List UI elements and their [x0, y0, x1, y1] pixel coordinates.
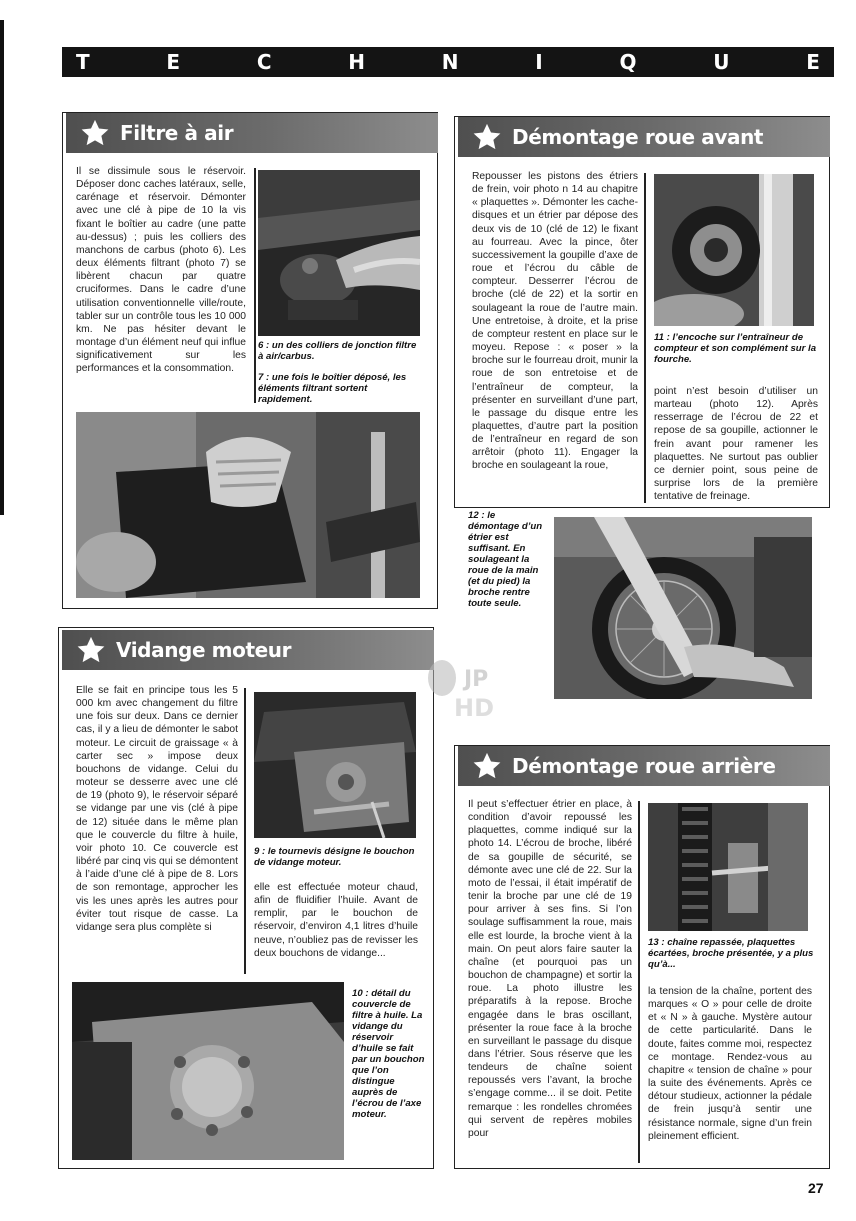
photo-13-rear-wheel [648, 803, 808, 931]
section-title: Filtre à air [120, 121, 234, 145]
star-icon [472, 122, 502, 152]
caption-11: 11 : l’encoche sur l’entraîneur de compteur et son complément sur la fourche. [654, 332, 817, 365]
avant-body-col1: Repousser les pistons des étriers de frein, voir photo n 14 au chapitre « plaquettes ». Démonter les cache-disques et un étrier par dépose des deux vis de 10 (clé de 12) le fixant au fourreau. Avec la pince, ôter successivement la goupille d’axe de roue et l’écrou du câble de compteur. Desserrer l’écrou de broche (clé de 22) et la sortir en soulageant la roue de l’autre main. Une entretoise, à droite, et la prise de compteur restent en place sur le moyeu. Repose : « poser » la broche sur le fourreau droit, munir la roue de son entretoise et de l’entraîneur de compteur, la présenter en surveillant d’une part, le passage du disque entre les plaquettes, d’autre part la position de l’entraîneur en regard de son arrêtoir (photo 11). Engager la broche en soulageant la roue, [472, 171, 638, 472]
avant-body-col2: point n’est besoin d’utiliser un marteau (photo 12). Après resserrage de l’écrou de 22 et repose de sa goupille, actionner le frein avant pour ramener les plaquettes. Ne surtout pas oublier ce dernier point, sous peine de surprise lors de la première tentative de freinage. [654, 386, 818, 503]
photo-9-drain-plug [254, 692, 416, 838]
watermark-logo-icon [418, 652, 508, 724]
caption-6: 6 : un des colliers de jonction filtre à air/carbus. [258, 340, 417, 362]
banner-letter: E [806, 50, 820, 74]
left-margin-bar [0, 20, 4, 515]
page-number: 27 [808, 1180, 824, 1196]
caption-9: 9 : le tournevis désigne le bouchon de vidange moteur. [254, 846, 415, 868]
filtre-header [66, 113, 438, 153]
banner-letter: U [713, 50, 730, 74]
column-rule [638, 801, 640, 1163]
star-icon [76, 635, 106, 665]
caption-7: 7 : une fois le boîtier déposé, les éléments filtrant sortent rapidement. [258, 372, 407, 405]
vidange-header [62, 630, 434, 670]
banner-letter: N [441, 50, 459, 74]
banner-letter: I [535, 50, 543, 74]
banner-letter: H [348, 50, 366, 74]
svg-text:HD: HD [454, 694, 495, 722]
banner-letter: Q [619, 50, 637, 74]
column-rule [644, 173, 646, 503]
photo-7-air-filter [76, 412, 420, 598]
column-rule [254, 168, 256, 403]
photo-6-airbox-collar [258, 170, 420, 336]
star-icon [472, 751, 502, 781]
column-rule [244, 688, 246, 974]
banner-letter: C [256, 50, 272, 74]
avant-header [458, 117, 830, 157]
vidange-body-col1: Elle se fait en principe tous les 5 000 km avec changement du filtre une fois sur deux. Dans ce dernier cas, il y a lieu de démonter le sabot moteur. Le circuit de graissage « à carter sec » impose deux bouchons de vidange. Celui du moteur se desserre avec une clé de 19 (photo 9), le réservoir séparé se vidange par une vis (clé à pipe de 12) située dans le même plan que le couvercle du filtre à huile, voir photo 10. Ce couvercle est libéré par cinq vis qui se démontent à l’aide d’une clé à pipe de 8. Lors de son remontage, approcher les vis les unes après les autres pour éviter tout risque de casse. La vidange sera plus complète si [76, 685, 238, 933]
vidange-body-col2: elle est effectuée moteur chaud, afin de fluidifier l’huile. Avant de remplir, par le bouchon de réservoir, d’environ 4,1 litres d’huile neuve, n’oubliez pas de revisser les deux bouchons de vidange... [254, 882, 418, 959]
arriere-body-col2: la tension de la chaîne, portent des marques « O » pour celle de droite et « N » à gauche. Mystère autour de cette particularité. Dans le doute, faites comme moi, respectez ce montage. Rendez-vous au chapitre « tension de chaîne » pour la suite des événements. Après ce détour studieux, actionner la pédale de frein jusqu’à sentir une résistance normale, signe d’un frein pleinement efficient. [648, 986, 812, 1142]
section-title: Vidange moteur [116, 638, 292, 662]
technique-banner [62, 47, 834, 77]
arriere-body-col1: Il peut s’effectuer étrier en place, à condition d’avoir repoussé les plaquettes, comme indiqué sur la photo 14. L’écrou de broche, libéré de sa goupille de sécurité, se démonte avec une clé de 22. Sur la moto de l’essai, il était impératif de tenir la broche par une clé de 19 pour arriver à ses fins. Si l’on soulage suffisamment la roue, mais elle est lourde, la broche vient à la main. On peut alors faire sauter la chaîne (et pourquoi pas un bouchon de champagne) et sortir la roue. La photo illustre les préparatifs à la repose. Broche engagée dans le bras oscillant, présenter la roue face à la broche en surveillant le passage du disque dans l’étrier. Sous réserve que les tendeurs de chaîne soient repoussés vers l’avant, la broche s’engage comme... il se doit. Petite remarque : les rondelles chromées qui servent de repères mobiles pour [468, 799, 632, 1139]
photo-12-front-wheel [554, 517, 812, 699]
section-title: Démontage roue arrière [512, 754, 776, 778]
section-title: Démontage roue avant [512, 125, 764, 149]
filtre-body: Il se dissimule sous le réservoir. Déposer donc caches latéraux, selle, carénage et réservoir. Démonter avec une clé à pipe de 10 la vis fixant le boîtier au cadre (une patte au-dessus) ; puis les colliers des manchons de carbus (photo 6). Les deux éléments filtrant (photo 7) se libèrent chacun par quatre cruciformes. Dans le cadre d’une utilisation conventionnelle ville/route, tabler sur un contrôle tous les 10 000 km. Ne pas hésiter devant le montage d’un élément neuf qui influe significativement sur les performances et la consommation. [76, 166, 246, 375]
photo-10-oil-filter-cover [72, 982, 344, 1160]
star-icon [80, 118, 110, 148]
caption-13: 13 : chaîne repassée, plaquettes écartées, broche présentée, y a plus qu’à... [648, 937, 814, 970]
photo-11-speedo-drive [654, 174, 814, 326]
svg-text:JP: JP [464, 667, 489, 692]
caption-12: 12 : le démontage d’un étrier est suffisant. En soulageant la roue de la main (et du pied) la broche rentre toute seule. [468, 510, 543, 609]
banner-letter: E [166, 50, 181, 74]
arriere-header [458, 746, 830, 786]
banner-letter: T [76, 50, 90, 74]
caption-10: 10 : détail du couvercle de filtre à huile. La vidange du réservoir d’huile se fait par un bouchon que l’on distingue auprès de l’écrou de l’axe moteur. [352, 988, 425, 1120]
